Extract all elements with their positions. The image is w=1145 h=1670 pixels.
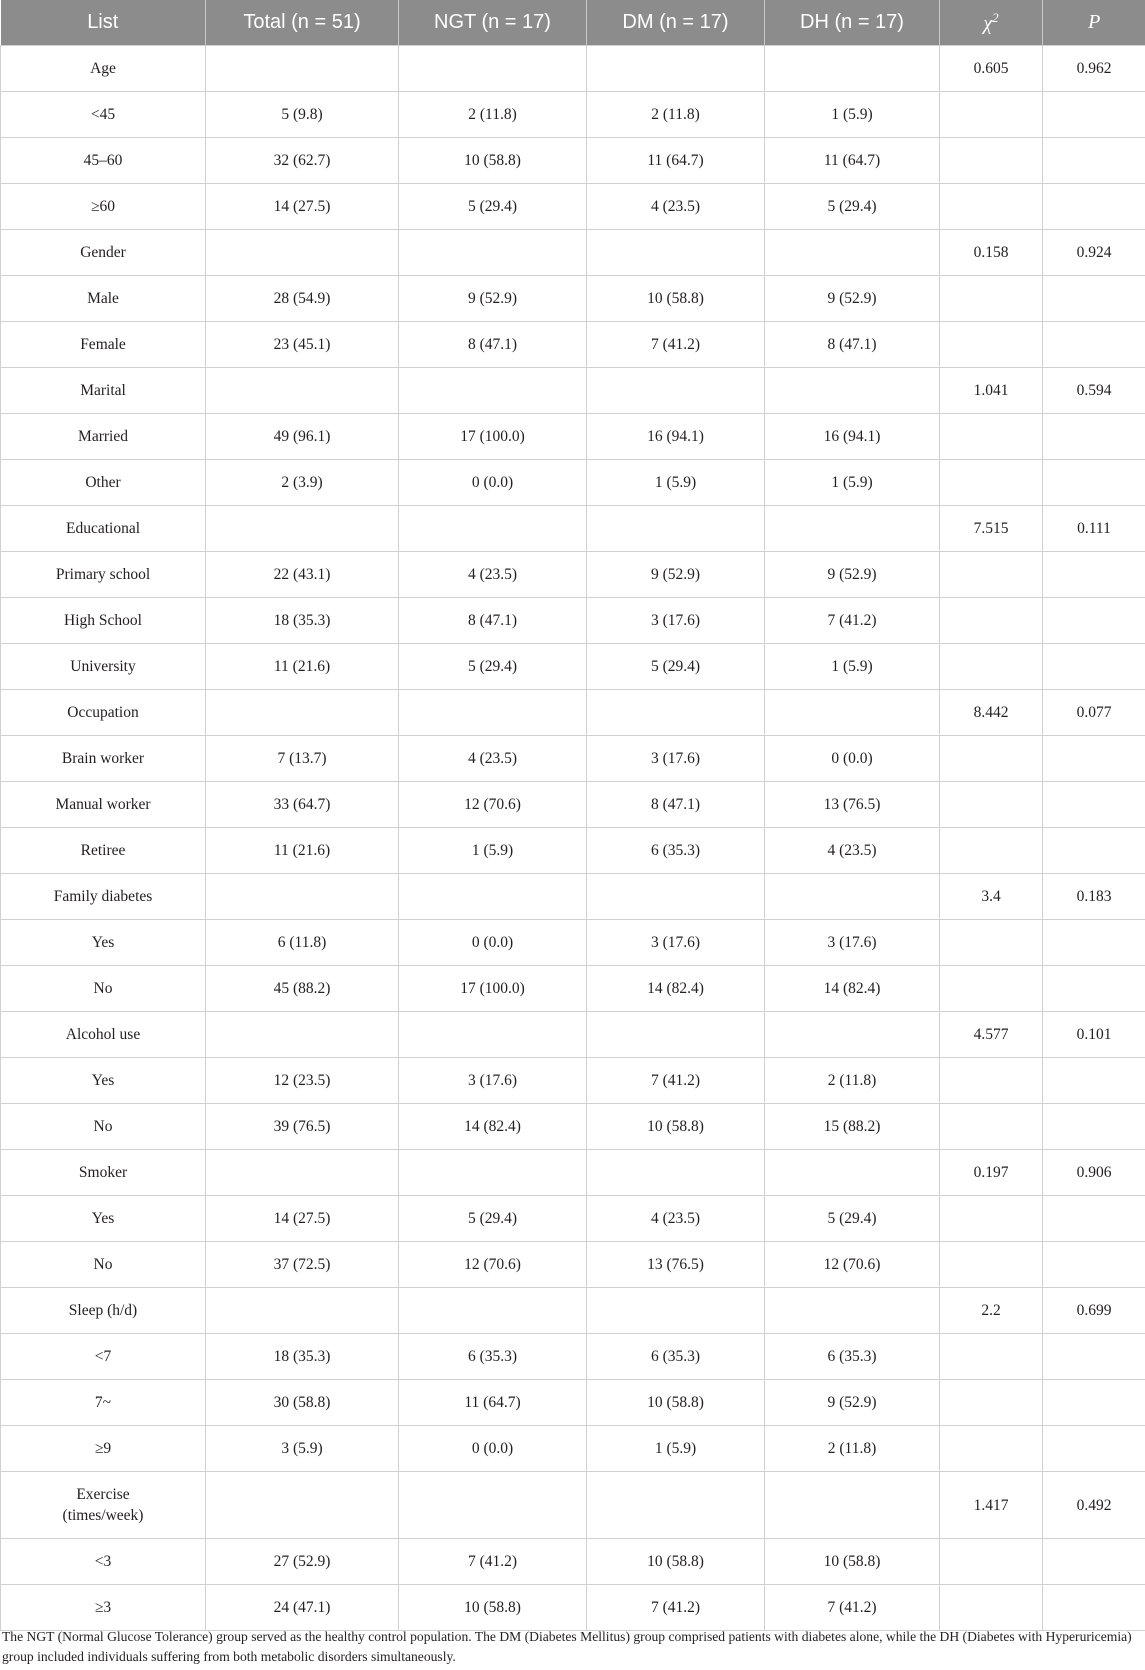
cell-dh [765,230,940,276]
cell-ngt [399,1288,587,1334]
cell-p: 0.906 [1043,1150,1145,1196]
table-footnote: The NGT (Normal Glucose Tolerance) group served as the healthy control population. The DM (Diabetes Mellitus) group comprised patients with diabetes alone, while the DH (Diabetes with Hyperuricemia) group included individuals suffering from both metabolic disorders simultaneously. [2,1629,1132,1664]
cell-ngt: 7 (41.2) [399,1539,587,1585]
cell-chi2 [940,966,1043,1012]
cell-list: Yes [1,1196,206,1242]
cell-total: 33 (64.7) [206,782,399,828]
cell-list: Sleep (h/d) [1,1288,206,1334]
cell-ngt: 1 (5.9) [399,828,587,874]
cell-chi2 [940,736,1043,782]
cell-p [1043,1058,1145,1104]
cell-p [1043,1380,1145,1426]
cell-ngt [399,690,587,736]
table-row [1,1539,1145,1585]
cell-dh: 1 (5.9) [765,92,940,138]
cell-total: 30 (58.8) [206,1380,399,1426]
cell-chi2 [940,1585,1043,1631]
cell-list: ≥9 [1,1426,206,1472]
cell-total: 24 (47.1) [206,1585,399,1631]
cell-p: 0.492 [1043,1472,1145,1539]
table-row [1,414,1145,460]
cell-dh [765,690,940,736]
cell-chi2: 8.442 [940,690,1043,736]
cell-total: 18 (35.3) [206,598,399,644]
cell-dh [765,46,940,92]
cell-total: 14 (27.5) [206,1196,399,1242]
cell-dh: 9 (52.9) [765,552,940,598]
cell-p [1043,460,1145,506]
cell-list: Family diabetes [1,874,206,920]
cell-total: 14 (27.5) [206,184,399,230]
cell-total: 6 (11.8) [206,920,399,966]
cell-dm [587,46,765,92]
header-list: List [1,0,206,46]
cell-dm [587,1472,765,1539]
table-row [1,506,1145,552]
cell-p [1043,92,1145,138]
cell-dh [765,1472,940,1539]
cell-total: 28 (54.9) [206,276,399,322]
cell-list: Manual worker [1,782,206,828]
table-row [1,138,1145,184]
cell-ngt: 10 (58.8) [399,138,587,184]
cell-list: Yes [1,1058,206,1104]
cell-dm: 2 (11.8) [587,92,765,138]
cell-p: 0.077 [1043,690,1145,736]
table-row [1,874,1145,920]
cell-dm: 10 (58.8) [587,276,765,322]
cell-p [1043,644,1145,690]
cell-dm: 7 (41.2) [587,1585,765,1631]
cell-dh: 12 (70.6) [765,1242,940,1288]
cell-dh: 7 (41.2) [765,1585,940,1631]
cell-dh: 3 (17.6) [765,920,940,966]
cell-list: High School [1,598,206,644]
cell-total: 49 (96.1) [206,414,399,460]
header-ngt: NGT (n = 17) [399,0,587,46]
cell-dm: 3 (17.6) [587,598,765,644]
cell-dh [765,1288,940,1334]
cell-dh: 1 (5.9) [765,460,940,506]
header-p-value: P [1043,0,1145,46]
cell-dm: 13 (76.5) [587,1242,765,1288]
cell-chi2 [940,920,1043,966]
cell-ngt: 14 (82.4) [399,1104,587,1150]
cell-total [206,368,399,414]
cell-dm: 8 (47.1) [587,782,765,828]
table-row [1,690,1145,736]
cell-dm: 1 (5.9) [587,460,765,506]
cell-ngt: 0 (0.0) [399,920,587,966]
cell-total: 18 (35.3) [206,1334,399,1380]
cell-list: Retiree [1,828,206,874]
cell-chi2 [940,414,1043,460]
cell-list: Age [1,46,206,92]
cell-dm: 7 (41.2) [587,1058,765,1104]
cell-dh [765,1150,940,1196]
cell-ngt: 4 (23.5) [399,736,587,782]
cell-dh: 4 (23.5) [765,828,940,874]
cell-total: 11 (21.6) [206,828,399,874]
cell-dh: 10 (58.8) [765,1539,940,1585]
table-row [1,46,1145,92]
cell-list: Exercise (times/week) [1,1472,206,1539]
cell-total: 3 (5.9) [206,1426,399,1472]
cell-ngt [399,1012,587,1058]
table-row [1,368,1145,414]
cell-list: <3 [1,1539,206,1585]
cell-list: 45–60 [1,138,206,184]
cell-p [1043,966,1145,1012]
cell-chi2 [940,1426,1043,1472]
header-total: Total (n = 51) [206,0,399,46]
table-row [1,230,1145,276]
cell-total: 7 (13.7) [206,736,399,782]
cell-p [1043,1539,1145,1585]
cell-dm: 3 (17.6) [587,736,765,782]
cell-chi2 [940,598,1043,644]
cell-ngt [399,368,587,414]
cell-dm [587,874,765,920]
cell-ngt: 11 (64.7) [399,1380,587,1426]
cell-chi2: 7.515 [940,506,1043,552]
cell-dm: 5 (29.4) [587,644,765,690]
cell-ngt: 4 (23.5) [399,552,587,598]
table-row [1,1242,1145,1288]
table-row [1,92,1145,138]
cell-list: No [1,1104,206,1150]
cell-list: Educational [1,506,206,552]
cell-ngt: 6 (35.3) [399,1334,587,1380]
table-header [1,0,1145,46]
cell-chi2: 0.605 [940,46,1043,92]
cell-p [1043,828,1145,874]
cell-dm: 10 (58.8) [587,1104,765,1150]
cell-p: 0.962 [1043,46,1145,92]
cell-p [1043,782,1145,828]
table-row [1,184,1145,230]
cell-dm: 7 (41.2) [587,322,765,368]
cell-ngt: 2 (11.8) [399,92,587,138]
cell-dh: 5 (29.4) [765,184,940,230]
cell-total: 27 (52.9) [206,1539,399,1585]
cell-chi2: 1.417 [940,1472,1043,1539]
cell-dh: 0 (0.0) [765,736,940,782]
cell-dm [587,690,765,736]
cell-list: Smoker [1,1150,206,1196]
cell-dh [765,506,940,552]
table-row [1,920,1145,966]
cell-ngt [399,46,587,92]
cell-dh: 16 (94.1) [765,414,940,460]
cell-total: 5 (9.8) [206,92,399,138]
table-row [1,1585,1145,1631]
cell-ngt: 9 (52.9) [399,276,587,322]
header-dh: DH (n = 17) [765,0,940,46]
table-row [1,1012,1145,1058]
cell-chi2 [940,322,1043,368]
cell-p [1043,920,1145,966]
cell-p [1043,736,1145,782]
cell-dh: 6 (35.3) [765,1334,940,1380]
table-row [1,1426,1145,1472]
cell-chi2 [940,1539,1043,1585]
cell-total [206,1288,399,1334]
cell-p [1043,1334,1145,1380]
cell-total [206,506,399,552]
cell-total [206,1012,399,1058]
cell-dh: 5 (29.4) [765,1196,940,1242]
chi-superscript: 2 [992,9,999,25]
cell-ngt: 10 (58.8) [399,1585,587,1631]
cell-p [1043,276,1145,322]
cell-dh: 13 (76.5) [765,782,940,828]
cell-chi2: 2.2 [940,1288,1043,1334]
header-chi-square [940,0,1043,46]
cell-dh: 2 (11.8) [765,1426,940,1472]
cell-ngt: 0 (0.0) [399,1426,587,1472]
table-row [1,552,1145,598]
cell-total [206,1472,399,1539]
cell-dm: 11 (64.7) [587,138,765,184]
cell-dh: 1 (5.9) [765,644,940,690]
chi-symbol: χ [983,12,993,35]
cell-total [206,46,399,92]
table-body [1,46,1145,1631]
table-row [1,1288,1145,1334]
cell-p [1043,1426,1145,1472]
cell-p [1043,1242,1145,1288]
cell-p [1043,184,1145,230]
cell-p: 0.924 [1043,230,1145,276]
cell-ngt: 0 (0.0) [399,460,587,506]
cell-ngt [399,1472,587,1539]
cell-list: Gender [1,230,206,276]
cell-list: Female [1,322,206,368]
cell-dh: 11 (64.7) [765,138,940,184]
cell-list: Primary school [1,552,206,598]
cell-total: 2 (3.9) [206,460,399,506]
cell-list: Other [1,460,206,506]
cell-dm [587,1012,765,1058]
cell-ngt [399,230,587,276]
cell-list: <7 [1,1334,206,1380]
cell-p [1043,322,1145,368]
cell-chi2 [940,460,1043,506]
cell-ngt: 12 (70.6) [399,782,587,828]
cell-dh: 14 (82.4) [765,966,940,1012]
cell-dm: 3 (17.6) [587,920,765,966]
cell-dm: 6 (35.3) [587,1334,765,1380]
cell-list: Yes [1,920,206,966]
cell-dm: 1 (5.9) [587,1426,765,1472]
table-row [1,966,1145,1012]
cell-dm: 9 (52.9) [587,552,765,598]
cell-ngt: 5 (29.4) [399,644,587,690]
cell-ngt: 5 (29.4) [399,184,587,230]
cell-p [1043,1104,1145,1150]
cell-chi2 [940,1242,1043,1288]
cell-p [1043,552,1145,598]
cell-dm [587,506,765,552]
cell-dm: 14 (82.4) [587,966,765,1012]
cell-dh: 8 (47.1) [765,322,940,368]
table-row [1,782,1145,828]
table-row [1,1334,1145,1380]
table-row [1,1104,1145,1150]
cell-total: 22 (43.1) [206,552,399,598]
cell-ngt: 12 (70.6) [399,1242,587,1288]
cell-chi2: 4.577 [940,1012,1043,1058]
cell-chi2: 0.197 [940,1150,1043,1196]
cell-dh [765,874,940,920]
table-row [1,1472,1145,1539]
table-row [1,828,1145,874]
table-row [1,598,1145,644]
cell-dm: 16 (94.1) [587,414,765,460]
header-row [1,0,1145,46]
cell-chi2 [940,1058,1043,1104]
cell-chi2 [940,1104,1043,1150]
table-row [1,1380,1145,1426]
cell-p: 0.183 [1043,874,1145,920]
cell-p: 0.111 [1043,506,1145,552]
cell-dm: 10 (58.8) [587,1380,765,1426]
cell-list: ≥60 [1,184,206,230]
cell-list: Married [1,414,206,460]
cell-ngt [399,1150,587,1196]
cell-list: Brain worker [1,736,206,782]
cell-p [1043,1196,1145,1242]
cell-ngt: 17 (100.0) [399,414,587,460]
cell-p [1043,138,1145,184]
cell-list: 7~ [1,1380,206,1426]
cell-chi2 [940,1196,1043,1242]
cell-total [206,874,399,920]
cell-total [206,230,399,276]
table-row [1,276,1145,322]
cell-chi2 [940,644,1043,690]
cell-dh: 2 (11.8) [765,1058,940,1104]
cell-dh [765,1012,940,1058]
cell-chi2: 0.158 [940,230,1043,276]
cell-dh: 9 (52.9) [765,276,940,322]
cell-chi2 [940,184,1043,230]
cell-list: Marital [1,368,206,414]
cell-ngt: 8 (47.1) [399,598,587,644]
cell-total: 39 (76.5) [206,1104,399,1150]
cell-chi2: 3.4 [940,874,1043,920]
cell-chi2 [940,92,1043,138]
cell-chi2 [940,828,1043,874]
cell-chi2 [940,1334,1043,1380]
cell-ngt [399,874,587,920]
cell-list: <45 [1,92,206,138]
cell-dm [587,1150,765,1196]
table-row [1,1196,1145,1242]
cell-ngt: 8 (47.1) [399,322,587,368]
cell-p [1043,1585,1145,1631]
cell-ngt: 5 (29.4) [399,1196,587,1242]
cell-total [206,690,399,736]
cell-dh: 7 (41.2) [765,598,940,644]
cell-dh [765,368,940,414]
cell-chi2 [940,552,1043,598]
cell-total: 23 (45.1) [206,322,399,368]
cell-list: Male [1,276,206,322]
cell-p: 0.101 [1043,1012,1145,1058]
cell-dm [587,368,765,414]
table-row [1,736,1145,782]
cell-dh: 9 (52.9) [765,1380,940,1426]
cell-dm: 6 (35.3) [587,828,765,874]
cell-total: 45 (88.2) [206,966,399,1012]
cell-p: 0.594 [1043,368,1145,414]
table-row [1,1058,1145,1104]
table-row [1,322,1145,368]
table-row [1,644,1145,690]
cell-list: ≥3 [1,1585,206,1631]
cell-chi2 [940,1380,1043,1426]
cell-chi2 [940,276,1043,322]
cell-dm: 4 (23.5) [587,184,765,230]
cell-p [1043,414,1145,460]
cell-list: Occupation [1,690,206,736]
cell-dm [587,1288,765,1334]
cell-dh: 15 (88.2) [765,1104,940,1150]
cell-total [206,1150,399,1196]
cell-chi2: 1.041 [940,368,1043,414]
cell-chi2 [940,138,1043,184]
cell-ngt: 17 (100.0) [399,966,587,1012]
cell-list: No [1,1242,206,1288]
cell-p [1043,598,1145,644]
cell-dm: 4 (23.5) [587,1196,765,1242]
cell-ngt: 3 (17.6) [399,1058,587,1104]
cell-ngt [399,506,587,552]
cell-dm [587,230,765,276]
cell-total: 11 (21.6) [206,644,399,690]
cell-list: No [1,966,206,1012]
cell-list: University [1,644,206,690]
cell-dm: 10 (58.8) [587,1539,765,1585]
cell-p: 0.699 [1043,1288,1145,1334]
cell-total: 12 (23.5) [206,1058,399,1104]
cell-total: 37 (72.5) [206,1242,399,1288]
cell-list: Alcohol use [1,1012,206,1058]
table-row [1,460,1145,506]
cell-chi2 [940,782,1043,828]
cell-total: 32 (62.7) [206,138,399,184]
header-dm: DM (n = 17) [587,0,765,46]
table-row [1,1150,1145,1196]
